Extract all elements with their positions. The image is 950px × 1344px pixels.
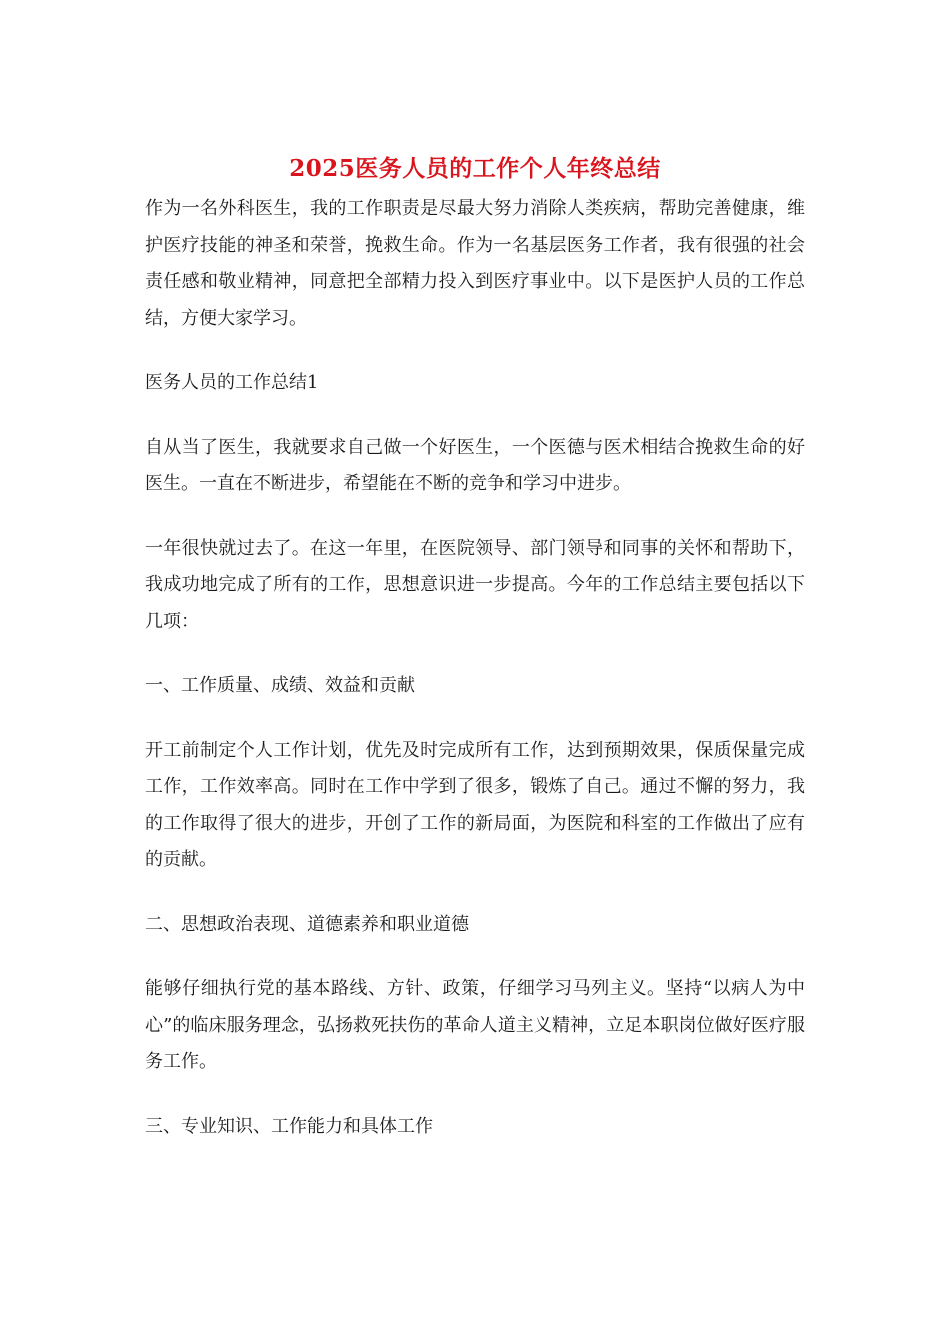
- paragraph-gap: [145, 402, 805, 430]
- paragraph-gap: [145, 640, 805, 668]
- section-heading-3: 三、专业知识、工作能力和具体工作: [145, 1115, 433, 1137]
- section-heading-summary-1: 医务人员的工作总结1: [145, 372, 319, 393]
- body-paragraph: 一年很快就过去了。在这一年里，在医院领导、部门领导和同事的关怀和帮助下，我成功地完成了所有的工作，思想意识进一步提高。今年的工作总结主要包括以下几项：: [145, 537, 805, 632]
- paragraph-gap: [145, 1081, 805, 1109]
- body-paragraph: 自从当了医生，我就要求自己做一个好医生，一个医德与医术相结合挽救生命的好医生。一直在不断进步，希望能在不断的竞争和学习中进步。: [145, 436, 805, 494]
- paragraph-gap: [145, 943, 805, 971]
- paragraph-gap: [145, 503, 805, 531]
- document-title: 2025医务人员的工作个人年终总结: [289, 155, 661, 182]
- paragraph-gap: [145, 337, 805, 365]
- paragraph-gap: [145, 705, 805, 733]
- paragraph-gap: [145, 879, 805, 907]
- document-body: [145, 191, 805, 1145]
- body-paragraph: 能够仔细执行党的基本路线、方针、政策，仔细学习马列主义。坚持“以病人为中心”的临床服务理念，弘扬救死扶伤的革命人道主义精神，立足本职岗位做好医疗服务工作。: [145, 978, 805, 1072]
- intro-paragraph: 作为一名外科医生，我的工作职责是尽最大努力消除人类疾病，帮助完善健康，维护医疗技能的神圣和荣誉，挽救生命。作为一名基层医务工作者，我有很强的社会责任感和敬业精神，同意把全部精力投入到医疗事业中。以下是医护人员的工作总结，方便大家学习。: [145, 198, 805, 329]
- section-heading-1: 一、工作质量、成绩、效益和贡献: [145, 675, 415, 696]
- body-paragraph: 开工前制定个人工作计划，优先及时完成所有工作，达到预期效果，保质保量完成工作，工作效率高。同时在工作中学到了很多，锻炼了自己。通过不懈的努力，我的工作取得了很大的进步，开创了工作的新局面，为医院和科室的工作做出了应有的贡献。: [145, 739, 805, 870]
- section-heading-2: 二、思想政治表现、道德素养和职业道德: [145, 913, 469, 935]
